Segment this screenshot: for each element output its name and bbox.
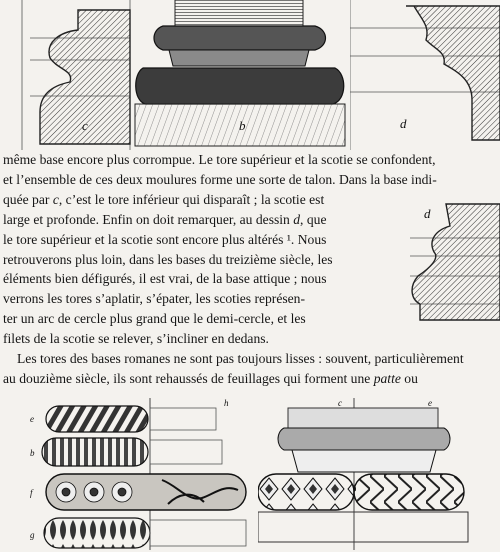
figure-ornamented-tori-right	[258, 398, 473, 550]
text-segment: large et profonde. Enfin on doit remarquer, au dessin	[3, 211, 294, 227]
ref-letter-c: c	[52, 191, 59, 207]
figure-base-profile-d-top	[350, 0, 500, 150]
paragraph-1-line-2: et l’ensemble de ces deux moulures forme une sorte de talon. Dans la base indi-	[3, 171, 437, 187]
figure-label-b: b	[239, 118, 246, 133]
italic-word-patte: patte	[373, 370, 401, 386]
paragraph-1-line-6: retrouverons plus loin, dans les bases du treizième siècle, les	[3, 251, 333, 267]
text-segment: , c’est le tore inférieur qui disparaît ; la scotie est	[58, 191, 325, 207]
ref-letter-d: d	[293, 211, 301, 227]
figure-label-c-bottom: c	[338, 398, 342, 408]
figure-label-d-top: d	[400, 116, 407, 131]
figure-label-c: c	[82, 118, 88, 133]
figure-label-e-left: e	[30, 414, 34, 424]
figure-label-b-left: b	[30, 448, 35, 458]
paragraph-1-line-7: éléments bien défigurés, il est vrai, de la base attique ; nous	[3, 271, 327, 287]
text-segment: quée par	[3, 191, 53, 207]
figure-label-g-left: g	[30, 530, 35, 540]
text-segment: , que	[300, 211, 327, 227]
paragraph-1-line-10: filets de la scotie se relever, s’incliner en dedans.	[3, 331, 269, 347]
paragraph-1-line-1: même base encore plus corrompue. Le tore supérieur et la scotie se confondent,	[3, 152, 436, 167]
text-segment: ou	[400, 370, 418, 386]
paragraph-1-line-3	[3, 190, 497, 210]
paragraph-2-line-1: Les tores des bases romanes ne sont pas toujours lisses : souvent, particulièrement	[17, 351, 464, 367]
paragraph-1-line-8: verrons les tores s’aplatir, s’épater, les scoties représen-	[3, 291, 306, 307]
paragraph-2-line-2	[3, 369, 497, 389]
paragraph-1-line-5: le tore supérieur et la scotie sont encore plus altérés ¹. Nous	[3, 231, 327, 247]
figure-label-h: h	[224, 398, 229, 408]
figure-ornamented-tori-left	[28, 398, 283, 550]
figure-column-base-b	[133, 0, 348, 150]
text-segment: au douzième siècle, ils sont rehaussés de feuillages qui forment une	[3, 370, 374, 386]
figure-base-profile-c	[0, 0, 140, 150]
figure-label-d-right: d	[424, 206, 431, 221]
paragraph-1-line-9: ter un arc de cercle plus grand que le demi-cercle, et les	[3, 311, 306, 327]
paragraph-1-line-4	[3, 210, 497, 230]
figure-label-e-right: e	[428, 398, 432, 408]
figure-label-f-left: f	[30, 488, 33, 498]
paragraph-1	[3, 150, 497, 389]
